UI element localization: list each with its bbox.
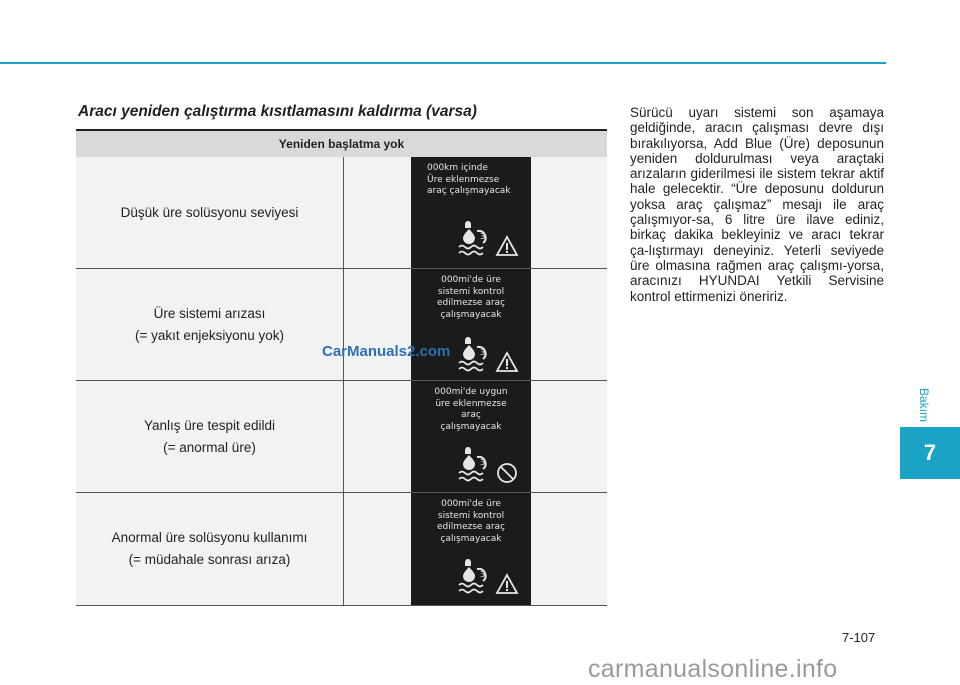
chapter-number-tab: 7 <box>900 427 960 479</box>
section-title: Aracı yeniden çalıştırma kısıtlamasını kaldırma (varsa) <box>78 103 477 120</box>
condition-text: Yanlış üre tespit edildi <box>143 417 276 433</box>
urea-tank-warning-icon <box>455 219 527 259</box>
urea-tank-prohibited-icon <box>455 445 527 485</box>
condition-note: (= müdahale sonrası arıza) <box>128 552 291 567</box>
condition-note: (= anormal üre) <box>163 439 256 455</box>
site-watermark: CarManuals2.com <box>322 343 451 360</box>
table-row <box>76 269 607 381</box>
cluster-display-image <box>411 269 531 380</box>
table-row <box>76 157 607 269</box>
condition-text: Anormal üre solüsyonu kullanımı <box>111 530 308 545</box>
condition-cell <box>76 269 344 380</box>
table-row <box>76 381 607 493</box>
display-message: 000mi'de üre sistemi kontrol edilmezse araç çalışmayacak <box>436 275 506 320</box>
condition-text: Düşük üre solüsyonu seviyesi <box>120 204 299 220</box>
urea-tank-warning-icon <box>455 557 527 597</box>
svg-text:3: 3 <box>480 232 486 241</box>
svg-text:3: 3 <box>480 348 486 357</box>
cluster-display-image <box>411 493 531 605</box>
display-message: 000km içinde Üre eklenmezse araç çalışmayacak <box>427 163 511 196</box>
cluster-display-image <box>411 381 531 492</box>
footer-watermark: carmanualsonline.info <box>588 655 838 683</box>
condition-cell <box>76 381 344 492</box>
display-message: 000mi'de üre sistemi kontrol edilmezse araç çalışmayacak <box>436 499 506 544</box>
chapter-tab-label <box>918 385 930 425</box>
chapter-label: Bakım <box>917 387 931 423</box>
condition-note: (= yakıt enjeksiyonu yok) <box>135 327 284 343</box>
body-paragraph <box>630 105 884 304</box>
top-rule <box>0 62 886 64</box>
condition-text: Üre sistemi arızası <box>153 305 266 321</box>
condition-cell <box>76 493 344 605</box>
svg-text:3: 3 <box>480 458 486 467</box>
urea-tank-warning-icon <box>455 335 527 375</box>
cluster-display-image <box>411 157 531 268</box>
table-header: Yeniden başlatma yok <box>76 131 607 157</box>
svg-text:3: 3 <box>480 570 486 579</box>
page-number: 7-107 <box>842 630 876 645</box>
table-row <box>76 493 607 606</box>
restart-restriction-table <box>76 129 607 606</box>
body-text: Sürücü uyarı sistemi son aşamaya geldiğinde, aracın çalışması devre dışı bırakılıyorsa, Add Blue (Üre) deposunun yeniden doldurulması veya araçtaki arızaların giderilmesi ile sistem tekrar aktif hale gelecektir. “Üre deposunu doldurun yoksa araç çalışmaz” mesajı ile araç çalışmıyor-sa, 6 litre üre ilave ediniz, birkaç dakika bekleyiniz ve aracı tekrar ça-lıştırmayı deneyiniz. Yeterli seviyede üre olmasına rağmen araç çalışmı-yorsa, aracınızı HYUNDAI Yetkili Servisine kontrol ettirmenizi öneririz. <box>630 105 884 304</box>
display-message: 000mi'de uygun üre eklenmezse araç çalışmayacak <box>434 387 508 432</box>
condition-cell <box>76 157 344 268</box>
